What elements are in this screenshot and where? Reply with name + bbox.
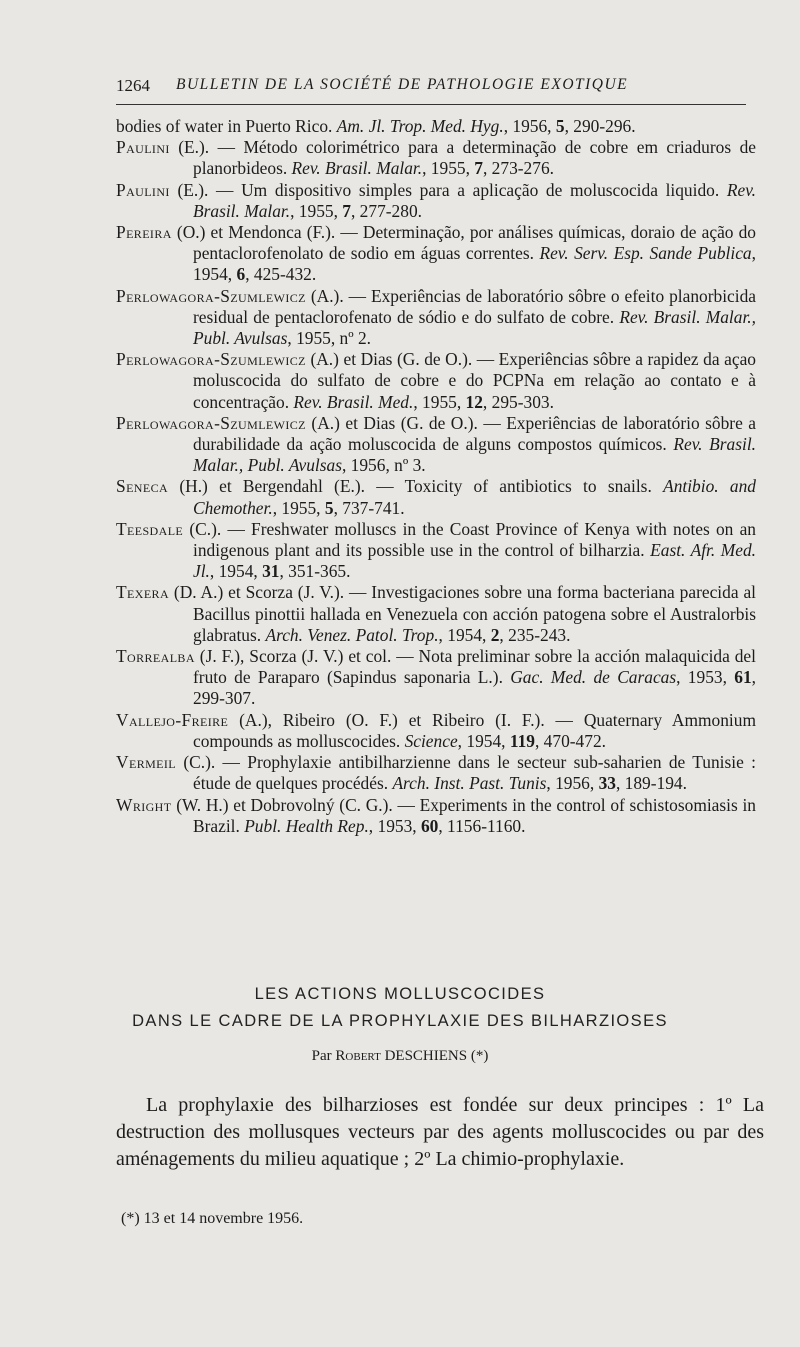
footnote: (*) 13 et 14 novembre 1956.: [121, 1210, 304, 1227]
reference-author: Perlowagora-Szumlewicz: [116, 285, 306, 306]
reference-source: Rev. Brasil. Med.: [293, 391, 414, 412]
reference-text: (A.). — Experiências de laboratório sôbre o efeito planorbicida residual de pentaclorofenato de sódio e do sulfato de cobre.: [193, 285, 756, 327]
reference-author: Paulini: [116, 179, 170, 200]
reference-author: Wright: [116, 794, 172, 815]
reference-year: , 1955,: [290, 200, 343, 221]
reference-entry: [116, 795, 756, 837]
reference-author: Teesdale: [116, 518, 184, 539]
reference-source: Rev. Brasil. Malar., Publ. Avulsas: [193, 306, 756, 349]
reference-pages: , 425-432.: [245, 264, 317, 285]
reference-year: , 1953,: [676, 667, 735, 688]
running-header: [116, 72, 746, 105]
reference-pages: , 299-307.: [193, 667, 757, 709]
reference-text: (C.). — Freshwater molluscs in the Coast Province of Kenya with notes on an indigenous plant and its possible use in the control of bilharzia.: [183, 518, 756, 561]
reference-author: Texera: [116, 582, 170, 603]
reference-list: [116, 116, 756, 837]
reference-year: , 1956,: [503, 116, 556, 136]
reference-pages: , 295-303.: [482, 391, 554, 412]
reference-entry: [116, 286, 756, 350]
reference-pages: , 277-280.: [350, 200, 422, 221]
reference-pages: , 470-472.: [534, 730, 606, 751]
byline: [0, 1048, 800, 1065]
reference-volume: 5: [555, 116, 565, 136]
reference-year: , 1956,: [546, 773, 599, 794]
reference-pages: , 290-296.: [564, 116, 636, 136]
reference-year: , 1955,: [272, 497, 325, 518]
reference-volume: 61: [734, 667, 752, 688]
reference-source: Rev. Brasil. Malar.: [193, 179, 756, 221]
reference-author: Paulini: [116, 137, 170, 158]
reference-volume: 60: [420, 815, 439, 836]
reference-text: (A.) et Dias (G. de O.). — Experiências de laboratório sôbre a durabilidade da ação moluscocida de alguns compostos químicos.: [193, 412, 756, 455]
reference-text: (J. F.), Scorza (J. V.) et col. — Nota preliminar sobre la acción malaquicida del fruto de Paraparo (Sapindus saponaria L.).: [193, 646, 756, 688]
reference-text: (C.). — Prophylaxie antibilharzienne dans le secteur sub-saharien de Tunisie : étude de quelques procédés.: [176, 752, 756, 794]
byline-first-name: Robert: [335, 1048, 381, 1064]
reference-source: Rev. Serv. Esp. Sande Publica: [539, 243, 752, 264]
reference-entry: [116, 180, 756, 222]
reference-source: Arch. Venez. Patol. Trop.: [265, 624, 439, 645]
reference-volume: 7: [342, 200, 351, 221]
reference-source: Arch. Inst. Past. Tunis: [392, 773, 547, 794]
reference-year: , 1955, nº 2.: [287, 328, 372, 349]
reference-text: (D. A.) et Scorza (J. V.). — Investigaciones sobre una forma bacteriana parecida al Bacillus pinottii hallada en Venezuela con acción patogena sobre el Australorbis glabratus.: [169, 582, 756, 645]
reference-entry: [116, 752, 756, 794]
reference-volume: 7: [474, 158, 483, 179]
reference-entry: [116, 519, 756, 583]
reference-volume: 12: [465, 391, 483, 412]
reference-source: Antibio. and Chemother.: [193, 476, 756, 518]
reference-text: (W. H.) et Dobrovolný (C. G.). — Experiments in the control of schistosomiasis in Brazil.: [171, 794, 756, 836]
byline-prefix: Par: [311, 1048, 336, 1064]
reference-source: Am. Jl. Trop. Med. Hyg.: [336, 116, 504, 136]
article-body: La prophylaxie des bilharzioses est fondée sur deux principes : 1º La destruction des mollusques vecteurs par des agents molluscocides ou par des aménagements du milieu aquatique ; 2º La chimio-prophylaxie.: [116, 1094, 764, 1170]
reference-text: (O.) et Mendonca (F.). — Determinação, por análises químicas, doraio de ação do pentaclorofenolato de sodio em águas correntes.: [171, 222, 756, 264]
journal-title: BULLETIN DE LA SOCIÉTÉ DE PATHOLOGIE EXOTIQUE: [176, 76, 629, 93]
reference-pages: , 235-243.: [499, 624, 571, 645]
reference-text: (A.), Ribeiro (O. F.) et Ribeiro (I. F.). — Quaternary Ammonium compounds as molluscocides.: [193, 709, 756, 751]
reference-volume: 31: [262, 561, 280, 582]
article-title-line-2: DANS LE CADRE DE LA PROPHYLAXIE DES BILHARZIOSES: [132, 1012, 668, 1030]
reference-year: , 1954,: [457, 730, 510, 751]
reference-author: Torrealba: [116, 646, 195, 667]
article-title-line-1: LES ACTIONS MOLLUSCOCIDES: [254, 985, 546, 1003]
reference-pages: , 1156-1160.: [438, 815, 526, 836]
reference-text: (H.) et Bergendahl (E.). — Toxicity of antibiotics to snails.: [168, 476, 664, 497]
reference-entry: [116, 476, 756, 518]
reference-source: Publ. Health Rep.: [244, 815, 369, 836]
reference-volume: 6: [236, 264, 246, 285]
reference-pages: , 737-741.: [333, 497, 405, 518]
reference-pages: , 273-276.: [482, 158, 554, 179]
reference-author: Pereira: [116, 222, 172, 243]
reference-entry: [116, 137, 756, 179]
reference-text: (E.). — Método colorimétrico para a determinação de cobre em criaduros de planorbideos.: [169, 137, 756, 179]
reference-text: (E.). — Um dispositivo simples para a aplicação de moluscocida liquido.: [169, 179, 727, 200]
reference-author: Vermeil: [116, 752, 177, 773]
reference-source: East. Afr. Med. Jl.: [193, 540, 756, 582]
reference-author: Perlowagora-Szumlewicz: [116, 349, 306, 370]
reference-pages: , 351-365.: [279, 561, 351, 582]
reference-source: Rev. Brasil. Malar., Publ. Avulsas: [193, 434, 756, 476]
reference-volume: 5: [324, 497, 334, 518]
reference-volume: 33: [598, 773, 616, 794]
reference-pages: , 189-194.: [615, 773, 687, 794]
reference-text: (A.) et Dias (G. de O.). — Experiências sôbre a rapidez da açao moluscocida do sulfato de cobre e do PCPNa em relação ao contato e à concentração.: [193, 349, 756, 412]
reference-entry: [116, 646, 756, 710]
reference-entry: [116, 582, 756, 646]
reference-entry: [116, 413, 756, 477]
reference-entry: [116, 116, 756, 137]
reference-text: bodies of water in Puerto Rico.: [116, 116, 337, 136]
reference-year: , 1955,: [413, 391, 466, 412]
reference-volume: 2: [490, 624, 500, 645]
reference-source: Science: [404, 730, 458, 751]
reference-year: , 1956, nº 3.: [341, 455, 426, 476]
reference-source: Rev. Brasil. Malar.: [291, 158, 423, 179]
reference-author: Seneca: [116, 476, 169, 497]
byline-last-name: DESCHIENS (*): [380, 1048, 489, 1064]
reference-year: , 1954,: [209, 561, 263, 582]
reference-year: , 1955,: [422, 158, 475, 179]
reference-year: , 1954,: [438, 624, 491, 645]
reference-source: Gac. Med. de Caracas: [510, 667, 677, 688]
reference-entry: [116, 222, 756, 286]
page-number: 1264: [116, 76, 150, 95]
reference-author: Perlowagora-Szumlewicz: [116, 412, 306, 433]
reference-volume: 119: [509, 730, 535, 751]
reference-year: , 1954,: [193, 243, 756, 285]
reference-year: , 1953,: [368, 815, 421, 836]
reference-author: Vallejo-Freire: [116, 709, 229, 730]
reference-entry: [116, 710, 756, 752]
reference-entry: [116, 349, 756, 413]
